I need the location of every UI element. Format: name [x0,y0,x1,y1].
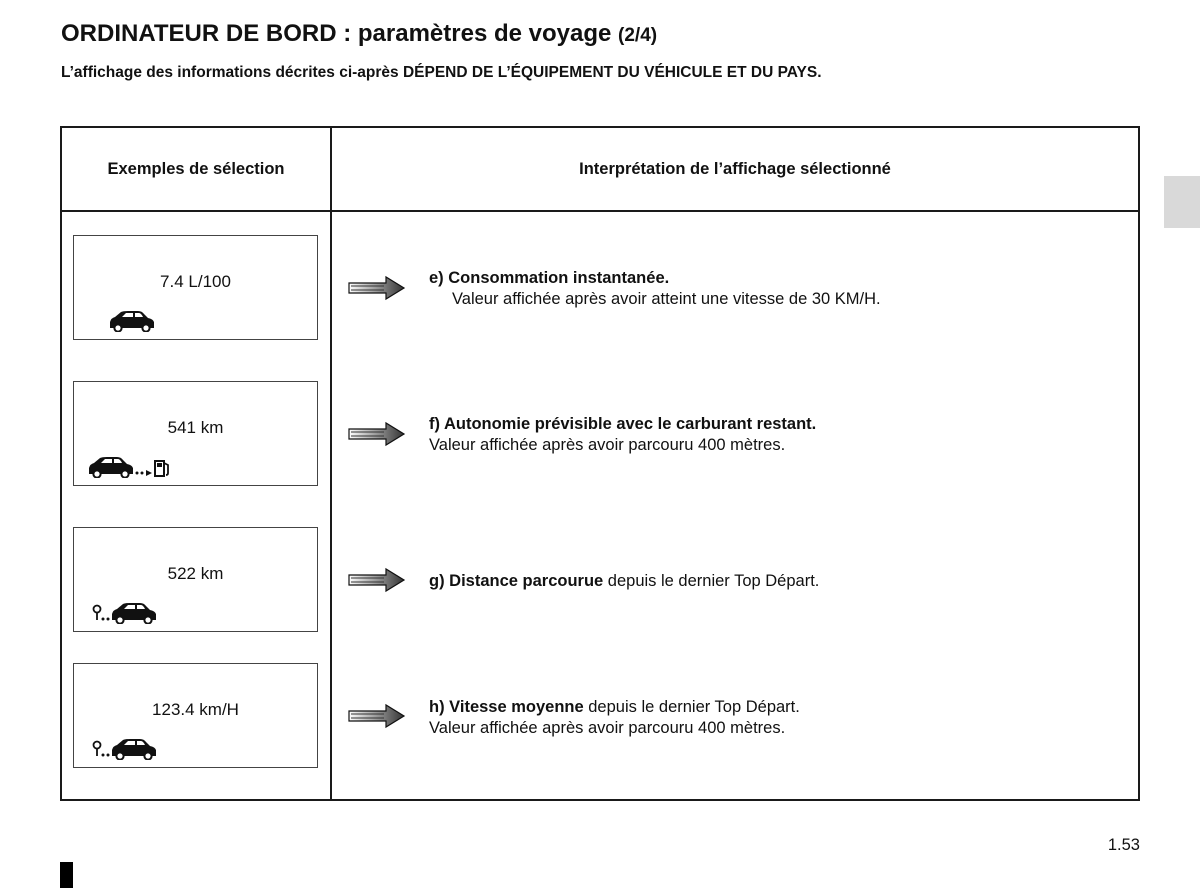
start-point-car-icon [88,600,178,624]
display-value: 541 km [167,418,224,437]
description-detail: Valeur affichée après avoir atteint une vitesse de 30 KM/H. [452,290,881,308]
display-value: 7.4 L/100 [160,272,231,291]
start-point-car-icon [88,736,178,760]
description-heading-rest: depuis le dernier Top Départ. [583,698,800,716]
description-heading [429,268,1129,289]
description-heading-rest: depuis le dernier Top Départ. [603,572,820,590]
arrow-icon [348,567,406,593]
page-subtitle: L’affichage des informations décrites ci-après DÉPEND DE L’ÉQUIPEMENT DU VÉHICULE ET DU PAYS. [61,64,822,81]
description-heading [429,571,1129,592]
display-example-range [73,381,318,486]
page-number: 1.53 [1107,836,1140,854]
description-heading-bold: h) Vitesse moyenne [429,698,584,716]
description-heading-bold: g) Distance parcourue [429,572,604,590]
page-title [61,20,657,48]
display-example-distance-travelled [73,527,318,632]
description-heading [429,697,1129,718]
display-example-instant-consumption [73,235,318,340]
column-header-examples: Exemples de sélection [107,159,285,178]
arrow-icon [348,275,406,301]
column-header-interpretation: Interprétation de l’affichage sélectionné [579,159,891,178]
car-to-fuel-pump-icon [88,454,178,478]
corner-mark [60,862,73,888]
description-heading-bold: e) Consommation instantanée. [429,269,670,287]
display-value: 522 km [167,564,224,583]
description-distance-travelled [429,571,1129,592]
description-detail: Valeur affichée après avoir parcouru 400 mètres. [429,719,786,737]
arrow-icon [348,703,406,729]
display-value: 123.4 km/H [152,700,239,719]
column-divider [330,128,332,799]
description-range [429,414,1129,456]
car-icon [88,308,178,332]
description-heading [429,414,1129,435]
display-example-average-speed [73,663,318,768]
description-detail: Valeur affichée après avoir parcouru 400 mètres. [429,436,786,454]
description-instant-consumption [429,268,1129,310]
section-tab-marker [1164,176,1200,228]
title-text: ORDINATEUR DE BORD : paramètres de voyage [61,20,612,47]
arrow-icon [348,421,406,447]
trip-parameters-table [60,126,1140,801]
description-heading-bold: f) Autonomie prévisible avec le carburant restant. [429,415,817,433]
header-divider [62,210,1138,212]
title-page-info: (2/4) [618,25,658,46]
description-average-speed [429,697,1129,739]
